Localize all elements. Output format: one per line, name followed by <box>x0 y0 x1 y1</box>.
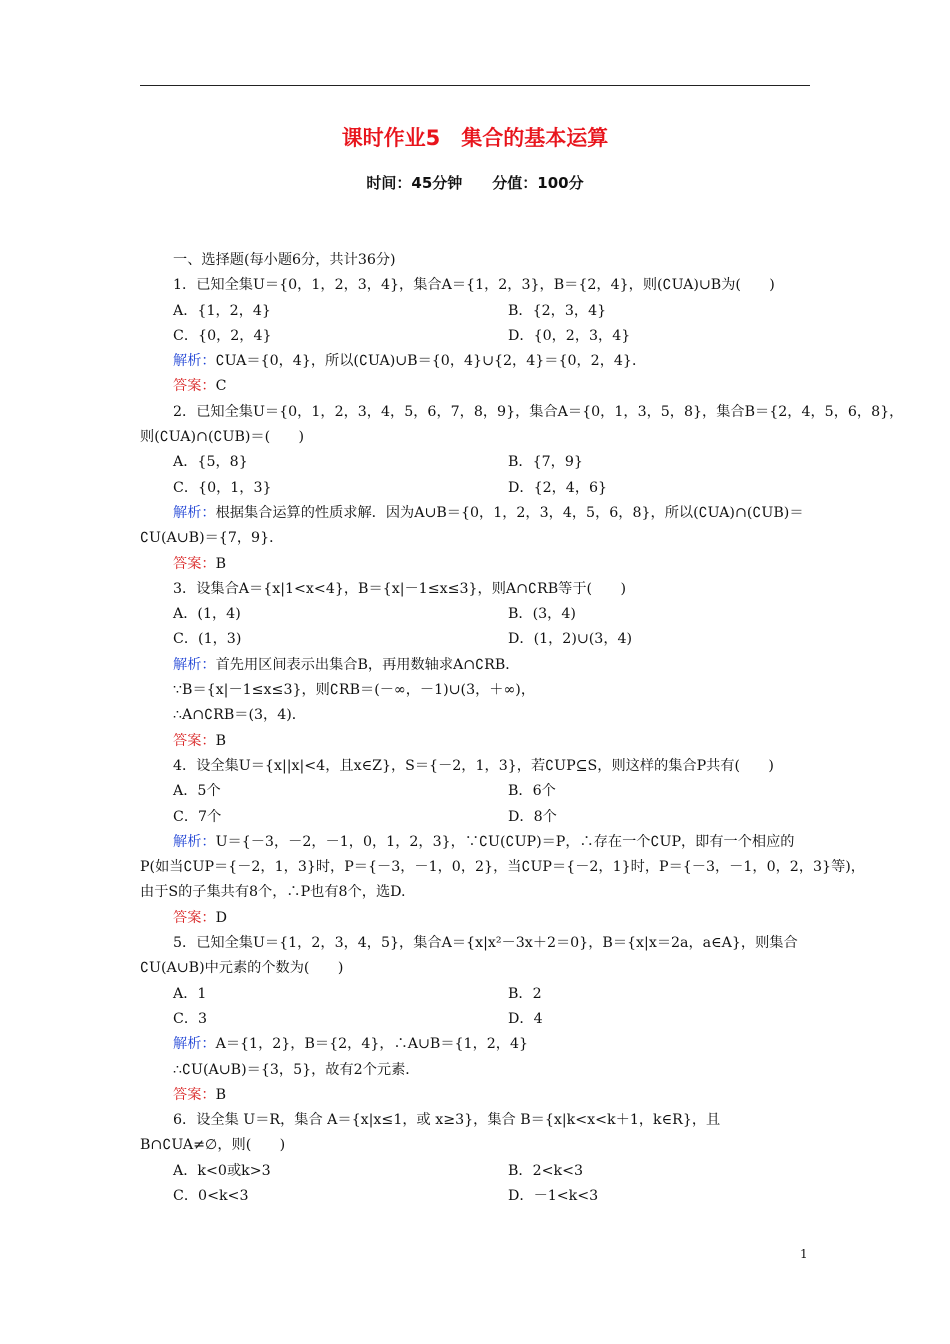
q4-option-c: C．7个 <box>173 808 222 825</box>
page-subtitle: 时间：45分钟 分值：100分 <box>366 174 584 192</box>
q1-options-row-2 <box>140 324 810 349</box>
answer-label: 答案： <box>173 1086 216 1103</box>
q5-analysis-1 <box>140 1032 810 1057</box>
q5-stem-2: ∁U(A∪B)中元素的个数为( ) <box>140 960 344 977</box>
analysis-label: 解析： <box>173 656 216 673</box>
q2-option-d: D．{2，4，6} <box>508 479 608 496</box>
q5-answer <box>140 1083 810 1108</box>
page-title: 课时作业5 集合的基本运算 <box>341 126 609 150</box>
q5-options-row-2 <box>140 1007 810 1032</box>
q3-options-row-2 <box>140 627 810 652</box>
q4-analysis-2: P(如当∁UP＝{－2，1，3}时，P＝{－3，－1，0，2}，当∁UP＝{－2，1}时，P＝{－3，－1，0，2，3}等)， <box>140 859 865 876</box>
q1-analysis-text: ∁UA＝{0，4}，所以(∁UA)∪B＝{0，4}∪{2，4}＝{0，2，4}． <box>215 353 647 370</box>
q3-answer <box>140 729 810 754</box>
exercise-content <box>140 248 904 1209</box>
q3-analysis-1 <box>140 653 810 678</box>
q2-stem-1: 2．已知全集U＝{0，1，2，3，4，5，6，7，8，9}，集合A＝{0，1，3，5，8}，集合B＝{2，4，5，6，8}， <box>173 403 904 420</box>
answer-label: 答案： <box>173 732 216 749</box>
q6-stem-1: 6．设全集 U＝R，集合 A＝{x|x≤1，或 x≥3}，集合 B＝{x|k<x<k＋1，k∈R}，且 <box>173 1112 721 1129</box>
q3-option-d: D．(1，2)∪(3，4) <box>508 631 633 648</box>
q1-answer <box>140 374 810 399</box>
q6-option-c: C．0<k<3 <box>173 1187 249 1204</box>
q1-option-c: C．{0，2，4} <box>173 327 272 344</box>
q5-options-row-1 <box>140 982 810 1007</box>
q6-stem-2: B∩∁UA≠∅，则( ) <box>140 1137 286 1154</box>
q5-option-a: A．1 <box>173 985 207 1002</box>
header-rule <box>140 85 810 86</box>
q2-options-row-2 <box>140 476 810 501</box>
q4-options-row-1 <box>140 779 810 804</box>
q6-option-d: D．－1<k<3 <box>508 1187 599 1204</box>
q2-options-row-1 <box>140 450 810 475</box>
q6-options-row-2 <box>140 1184 810 1209</box>
q3-stem: 3．设集合A＝{x|1<x<4}，B＝{x|－1≤x≤3}，则A∩∁RB等于( ) <box>173 580 626 597</box>
analysis-label: 解析： <box>173 833 216 850</box>
q4-analysis-1 <box>140 830 810 855</box>
q3-analysis-3: ∴A∩∁RB＝(3，4)． <box>173 707 306 724</box>
q5-analysis-text-1: A＝{1，2}，B＝{2，4}，∴A∪B＝{1，2，4} <box>215 1036 529 1053</box>
q4-options-row-2 <box>140 805 810 830</box>
q5-answer-text: B <box>215 1086 227 1103</box>
analysis-label: 解析： <box>173 1036 216 1053</box>
q5-stem-1: 5．已知全集U＝{1，2，3，4，5}，集合A＝{x|x²－3x＋2＝0}，B＝{x|x＝2a，a∈A}，则集合 <box>173 935 798 952</box>
q1-answer-text: C <box>215 378 227 395</box>
q4-analysis-3: 由于S的子集共有8个，∴P也有8个，选D. <box>140 884 406 901</box>
q5-option-d: D．4 <box>508 1010 543 1027</box>
q2-analysis-text-1: 根据集合运算的性质求解．因为A∪B＝{0，1，2，3，4，5，6，8}，所以(∁UA)∩(∁UB)＝ <box>215 504 804 521</box>
q3-option-a: A．(1，4) <box>173 606 241 623</box>
analysis-label: 解析： <box>173 504 216 521</box>
q6-option-a: A．k<0或k>3 <box>173 1162 271 1179</box>
answer-label: 答案： <box>173 555 216 572</box>
page-number: 1 <box>800 1247 808 1261</box>
q3-option-b: B．(3，4) <box>508 606 576 623</box>
q4-option-a: A．5个 <box>173 783 221 800</box>
q3-analysis-text-1: 首先用区间表示出集合B，再用数轴求A∩∁RB． <box>215 656 520 673</box>
q6-options-row-1 <box>140 1159 810 1184</box>
q2-answer-text: B <box>215 555 227 572</box>
q1-option-a: A．{1，2，4} <box>173 302 271 319</box>
q2-analysis-2: ∁U(A∪B)＝{7，9}． <box>140 530 284 547</box>
q4-analysis-text-1: U＝{－3，－2，－1，0，1，2，3}，∵∁U(∁UP)＝P，∴存在一个∁UP，即有一个相应的 <box>215 833 795 850</box>
q2-stem-2: 则(∁UA)∩(∁UB)＝( ) <box>140 429 305 446</box>
q1-stem: 1．已知全集U＝{0，1，2，3，4}，集合A＝{1，2，3}，B＝{2，4}，则(∁UA)∪B为( ) <box>173 277 775 294</box>
q2-analysis-1 <box>140 501 810 526</box>
q2-option-c: C．{0，1，3} <box>173 479 272 496</box>
q1-analysis <box>140 349 810 374</box>
q1-option-d: D．{0，2，3，4} <box>508 327 631 344</box>
q3-answer-text: B <box>215 732 227 749</box>
q1-option-b: B．{2，3，4} <box>508 302 607 319</box>
q4-answer-text: D <box>215 909 227 926</box>
analysis-label: 解析： <box>173 353 216 370</box>
q3-analysis-2: ∵B＝{x|－1≤x≤3}，则∁RB＝(－∞，－1)∪(3，＋∞)， <box>173 682 536 699</box>
q6-option-b: B．2<k<3 <box>508 1162 584 1179</box>
answer-label: 答案： <box>173 378 216 395</box>
q2-answer <box>140 552 810 577</box>
answer-label: 答案： <box>173 909 216 926</box>
q5-option-c: C．3 <box>173 1010 208 1027</box>
q2-option-a: A．{5，8} <box>173 454 248 471</box>
q4-option-b: B．6个 <box>508 783 556 800</box>
q3-options-row-1 <box>140 602 810 627</box>
q5-analysis-2: ∴∁U(A∪B)＝{3，5}，故有2个元素． <box>173 1061 420 1078</box>
section-heading: 一、选择题(每小题6分，共计36分) <box>173 252 396 268</box>
q4-option-d: D．8个 <box>508 808 557 825</box>
q1-options-row-1 <box>140 299 810 324</box>
q2-option-b: B．{7，9} <box>508 454 583 471</box>
q4-answer <box>140 906 810 931</box>
q4-stem: 4．设全集U＝{x||x|<4，且x∈Z}，S＝{－2，1，3}，若∁UP⊆S，则这样的集合P共有( ) <box>173 757 774 774</box>
q5-option-b: B．2 <box>508 985 542 1002</box>
q3-option-c: C．(1，3) <box>173 631 242 648</box>
